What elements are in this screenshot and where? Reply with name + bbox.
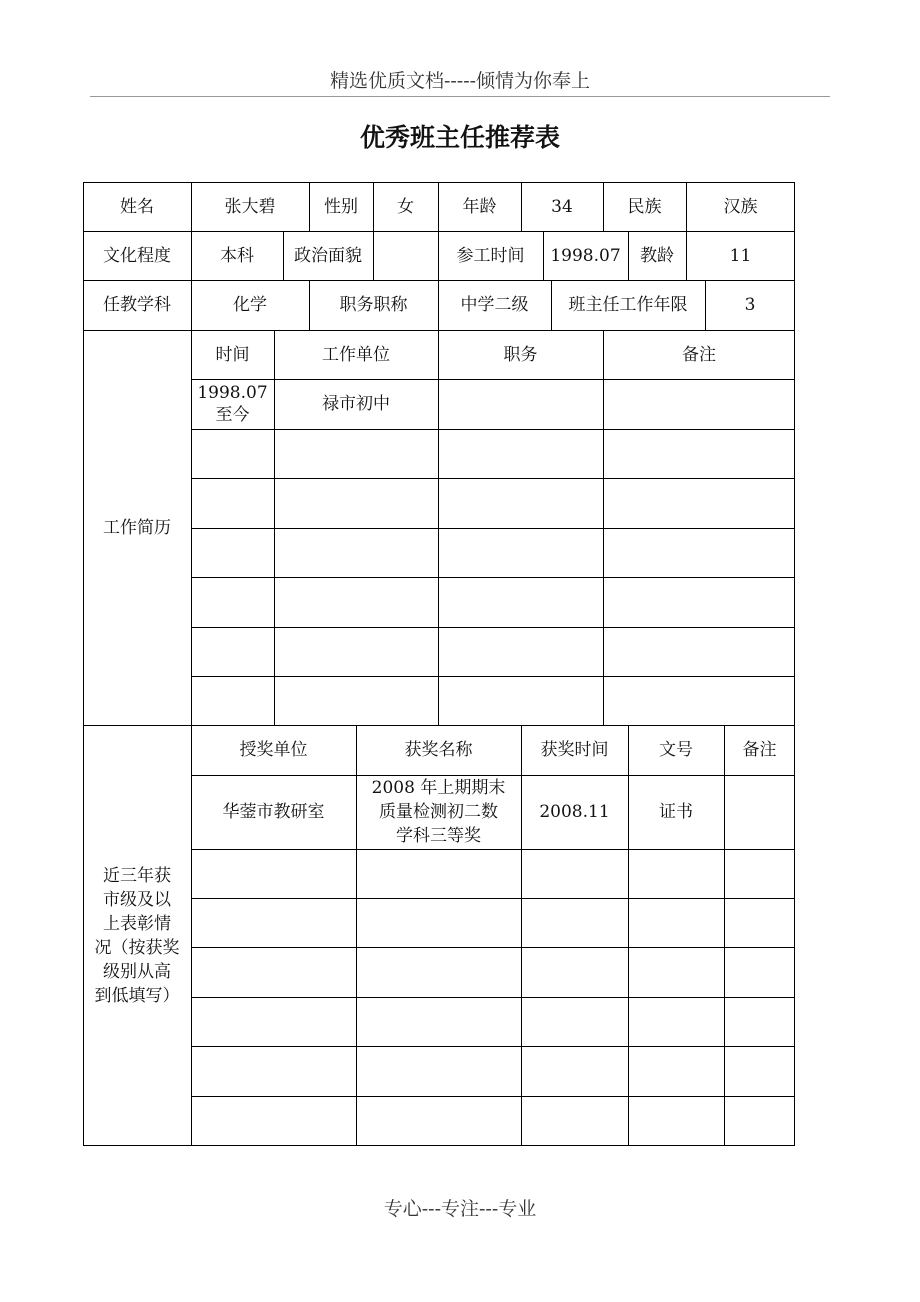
- awards-header-unit: 授奖单位: [239, 740, 308, 760]
- award-name: [356, 775, 521, 849]
- awards-header-time: 获奖时间: [540, 740, 609, 760]
- gender-value: 女: [397, 196, 414, 217]
- work-history-header-unit: 工作单位: [322, 344, 390, 365]
- age-value: 34: [551, 196, 573, 217]
- awards-label-line: 况（按获奖: [94, 937, 180, 958]
- ethnicity-value: 汉族: [723, 196, 758, 217]
- work-history-header-position: 职务: [503, 344, 538, 365]
- award-name-line: 2008 年上期期末: [371, 778, 506, 798]
- work-start-label: 参工时间: [456, 245, 525, 266]
- awards-label-line: 到低填写）: [94, 985, 180, 1006]
- age-label: 年龄: [462, 196, 497, 217]
- page-header: 精选优质文档-----倾情为你奉上: [329, 70, 591, 92]
- row-line: [191, 676, 795, 677]
- form-title: 优秀班主任推荐表: [359, 123, 560, 152]
- work-history-note: [603, 379, 795, 429]
- row-line: [191, 997, 795, 998]
- row-line: [191, 1046, 795, 1047]
- political-label: 政治面貌: [294, 245, 362, 266]
- work-history-label: 工作简历: [103, 517, 171, 538]
- row-line: [191, 528, 795, 529]
- awards-label-line: 近三年获: [103, 865, 171, 886]
- row-line: [191, 478, 795, 479]
- work-history-header-time: 时间: [215, 344, 250, 365]
- work-history-unit: 禄市初中: [322, 394, 390, 414]
- award-doc-no: 证书: [659, 802, 693, 822]
- row-line: [191, 947, 795, 948]
- work-history-time: [191, 379, 274, 429]
- awards-section-label: [83, 725, 191, 1146]
- subject-label: 任教学科: [103, 295, 171, 315]
- work-history-time-end: 至今: [215, 405, 250, 425]
- hr-years-value: 3: [744, 295, 756, 315]
- awards-header-doc-no: 文号: [659, 740, 693, 760]
- title-value: 中学二级: [460, 295, 529, 315]
- work-history-position: [438, 379, 603, 429]
- row-line: [191, 1096, 795, 1097]
- award-unit: 华蓥市教研室: [222, 802, 325, 822]
- row-line: [191, 429, 795, 430]
- work-history-time-start: 1998.07: [197, 383, 268, 403]
- awards-label-line: 市级及以: [103, 889, 171, 910]
- work-start-value: 1998.07: [550, 245, 621, 266]
- name-value: 张大碧: [224, 196, 276, 217]
- work-history-header-note: 备注: [682, 344, 716, 365]
- ethnicity-label: 民族: [627, 196, 662, 217]
- header-rule: [90, 96, 830, 97]
- award-name-line: 质量检测初二数: [379, 802, 498, 822]
- education-label: 文化程度: [103, 245, 171, 266]
- political-value: [373, 231, 438, 280]
- award-note: [724, 775, 795, 849]
- row-line: [191, 577, 795, 578]
- page-footer: 专心---专注---专业: [383, 1198, 537, 1220]
- title-label: 职务职称: [339, 295, 408, 315]
- row-line: [191, 898, 795, 899]
- name-label: 姓名: [120, 196, 154, 217]
- row-line: [191, 627, 795, 628]
- hr-years-label: 班主任工作年限: [568, 295, 688, 315]
- recommendation-form-table: [83, 182, 795, 1146]
- gender-label: 性别: [324, 196, 358, 217]
- awards-header-name: 获奖名称: [404, 740, 473, 760]
- awards-header-note: 备注: [742, 740, 777, 760]
- row-line: [191, 849, 795, 850]
- awards-label-line: 上表彰情: [103, 913, 171, 934]
- award-time: 2008.11: [539, 802, 610, 822]
- awards-label-line: 级别从高: [103, 961, 171, 982]
- award-name-line: 学科三等奖: [396, 826, 481, 846]
- subject-value: 化学: [233, 295, 267, 315]
- teaching-years-label: 教龄: [640, 245, 674, 266]
- education-value: 本科: [220, 245, 254, 266]
- teaching-years-value: 11: [729, 245, 752, 266]
